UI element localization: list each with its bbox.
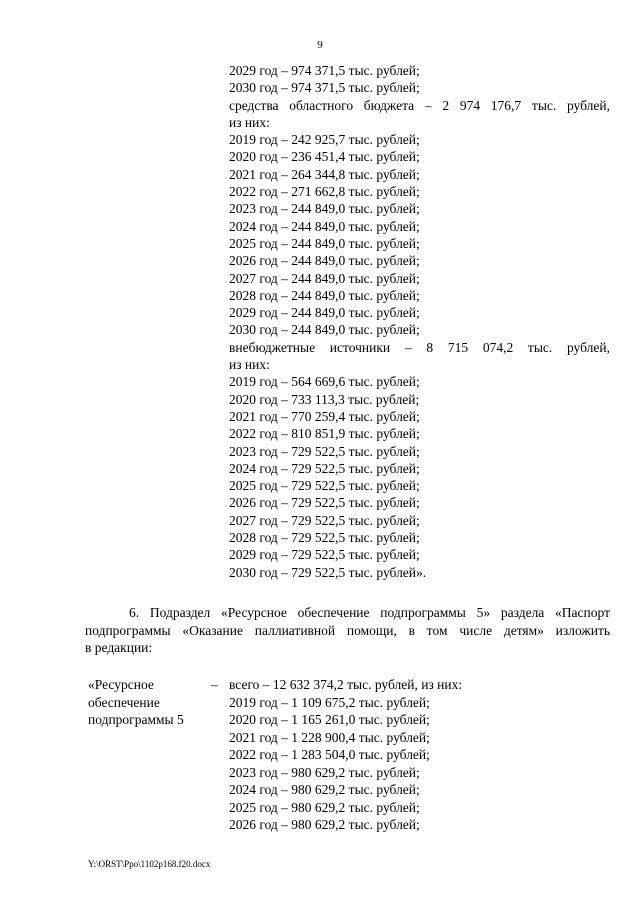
regional-budget-heading: средства областного бюджета – 2 974 176,7 тыс. рублей, [229, 97, 610, 113]
year-line: 2023 год – 244 849,0 тыс. рублей; [229, 201, 420, 217]
paragraph-6-line-3: в редакции: [85, 640, 153, 655]
year-line: 2020 год – 236 451,4 тыс. рублей; [229, 149, 420, 165]
resource-values [229, 676, 610, 834]
resource-total: всего – 12 632 374,2 тыс. рублей, из них: [229, 677, 463, 692]
year-line: 2026 год – 244 849,0 тыс. рублей; [229, 253, 420, 269]
funding-column [229, 62, 610, 581]
page-number: 9 [317, 39, 323, 51]
year-line: 2029 год – 974 371,5 тыс. рублей; [229, 63, 420, 78]
year-line: 2021 год – 1 228 900,4 тыс. рублей; [229, 729, 430, 745]
year-line: 2021 год – 264 344,8 тыс. рублей; [229, 166, 420, 182]
year-line: 2022 год – 1 283 504,0 тыс. рублей; [229, 747, 430, 762]
year-line: 2021 год – 770 259,4 тыс. рублей; [229, 408, 420, 424]
year-line: 2022 год – 810 851,9 тыс. рублей; [229, 426, 420, 442]
year-line: 2024 год – 729 522,5 тыс. рублей; [229, 460, 420, 476]
year-line: 2020 год – 733 113,3 тыс. рублей; [229, 391, 420, 407]
year-line: 2026 год – 980 629,2 тыс. рублей; [229, 817, 420, 832]
year-line: 2027 год – 244 849,0 тыс. рублей; [229, 270, 420, 286]
year-line: 2029 год – 244 849,0 тыс. рублей; [229, 305, 420, 321]
year-line: 2029 год – 729 522,5 тыс. рублей; [229, 547, 420, 563]
year-line: 2022 год – 271 662,8 тыс. рублей; [229, 184, 420, 200]
paragraph-6 [85, 604, 610, 657]
year-line: 2030 год – 974 371,5 тыс. рублей; [229, 80, 420, 96]
year-line: 2028 год – 244 849,0 тыс. рублей; [229, 287, 420, 303]
year-line: 2025 год – 980 629,2 тыс. рублей; [229, 799, 420, 815]
year-line: 2025 год – 729 522,5 тыс. рублей; [229, 478, 420, 494]
extra-budget-sub: из них: [229, 357, 270, 373]
file-path-footer: Y:\ORST\Ppo\1102p168.f20.docx [88, 859, 211, 869]
year-line: 2025 год – 244 849,0 тыс. рублей; [229, 235, 420, 251]
year-line: 2030 год – 729 522,5 тыс. рублей». [229, 564, 427, 580]
regional-budget-sub: из них: [229, 114, 270, 130]
extra-budget-heading: внебюджетные источники – 8 715 074,2 тыс. рублей, [229, 339, 610, 355]
year-line: 2020 год – 1 165 261,0 тыс. рублей; [229, 712, 430, 727]
year-line: 2023 год – 729 522,5 тыс. рублей; [229, 443, 420, 459]
year-line: 2026 год – 729 522,5 тыс. рублей; [229, 495, 420, 511]
resource-label-line: «Ресурсное [88, 677, 154, 692]
resource-label [88, 676, 218, 729]
year-line: 2027 год – 729 522,5 тыс. рублей; [229, 512, 420, 528]
resource-label-line: подпрограммы 5 [88, 712, 184, 727]
year-line: 2019 год – 1 109 675,2 тыс. рублей; [229, 694, 430, 710]
year-line: 2024 год – 980 629,2 тыс. рублей; [229, 782, 420, 797]
year-line: 2024 год – 244 849,0 тыс. рублей; [229, 218, 420, 234]
year-line: 2019 год – 242 925,7 тыс. рублей; [229, 132, 420, 148]
year-line: 2030 год – 244 849,0 тыс. рублей; [229, 322, 420, 338]
year-line: 2019 год – 564 669,6 тыс. рублей; [229, 374, 420, 390]
paragraph-6-line-2: подпрограммы «Оказание паллиативной помощи, в том числе детям» изложить [85, 622, 610, 638]
year-line: 2023 год – 980 629,2 тыс. рублей; [229, 764, 420, 780]
resource-label-line: обеспечение [88, 694, 160, 710]
year-line: 2028 год – 729 522,5 тыс. рублей; [229, 530, 420, 546]
table-dash: – [211, 677, 218, 692]
paragraph-6-line-1: 6. Подраздел «Ресурсное обеспечение подпрограммы 5» раздела «Паспорт [129, 605, 610, 620]
